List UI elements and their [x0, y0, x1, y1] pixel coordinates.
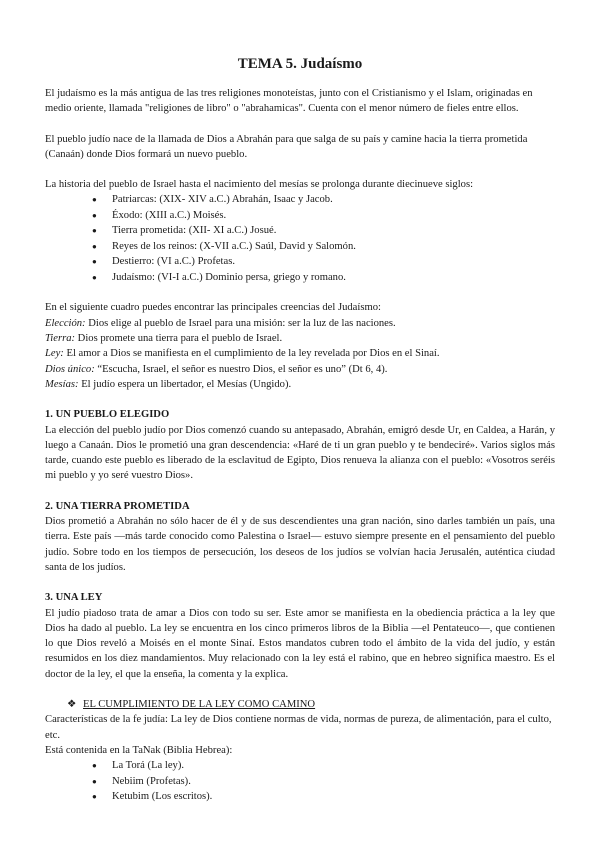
section-body-ley: El judío piadoso trata de amar a Dios con todo su ser. Este amor se manifiesta en la obediencia práctica a la ley que Dios ha dado al pueblo. La ley se encuentra en los cinco primeros libros de la Biblia —el Pentateuco—, que contienen lo que Dios reveló a Moisés en el monte Sinaí. Estos mandatos cubren todo el ámbito de la vida del judío, y están resumidos en los diez mandamientos. Muy relacionado con la ley está el rabino, que en hebreo significa maestro. Es el doctor de la ley, el que la enseña, la comenta y la explica. — [45, 607, 555, 680]
tanak-intro: Está contenida en la TaNak (Biblia Hebrea): — [45, 744, 233, 756]
belief-dios-unico — [45, 362, 555, 377]
section-body-pueblo-elegido: La elección del pueblo judío por Dios comenzó cuando su antepasado, Abrahán, emigró desde Ur, en Caldea, a Harán, y luego a Canaán. Dios le prometió una gran descendencia: «Haré de ti un gran pueblo y te bendeciré». Varios siglos más tarde, cuando este pueblo es liberado de la esclavitud de Egipto, Dios renueva la alianza con el pueblo: «Vosotros seréis mi pueblo y yo seré vuestro Dios». — [45, 424, 555, 482]
belief-ley — [45, 346, 555, 361]
belief-text: Dios promete una tierra para el pueblo de Israel. — [75, 333, 283, 345]
list-item: ● Destierro: (VI a.C.) Profetas. — [92, 254, 555, 270]
list-item: ● Reyes de los reinos: (X-VII a.C.) Saúl, David y Salomón. — [92, 239, 555, 255]
belief-eleccion — [45, 316, 555, 331]
belief-text: “Escucha, Israel, el señor es nuestro Dios, el señor es uno” (Dt 6, 4). — [94, 363, 388, 375]
belief-term: Dios único: — [45, 363, 95, 375]
belief-mesias — [45, 377, 555, 392]
section-body-tierra-prometida: Dios prometió a Abrahán no sólo hacer de él y de sus descendientes una gran nación, sino darles también un país, una tierra. Este país —más tarde conocido como Palestina o Israel— estuvo siempre presente en el pensamiento del pueblo judío. Sobre todo en los tiempos de persecución, los deseos de los judíos se volvían hacia Jerusalén, auténtica ciudad santa de los judíos. — [45, 516, 555, 573]
subsection-heading-text: EL CUMPLIMIENTO DE LA LEY COMO CAMINO — [83, 699, 316, 711]
intro-paragraph-1: El judaísmo es la más antigua de las tres religiones monoteístas, junto con el Cristianismo y el Islam, originadas en medio oriente, llamada "religiones de libro" o "abrahamicas". Cuenta con el menor número de fieles entre ellos. — [45, 88, 533, 115]
section-heading-pueblo-elegido: 1. UN PUEBLO ELEGIDO — [45, 409, 170, 421]
belief-text: El judío espera un libertador, el Mesías (Ungido). — [78, 378, 292, 390]
belief-term: Ley: — [45, 348, 64, 360]
subsection-heading — [45, 697, 555, 712]
intro-paragraph-3: La historia del pueblo de Israel hasta el nacimiento del mesías se prolonga durante diecinueve siglos: — [45, 179, 474, 191]
list-item: ● Patriarcas: (XIX- XIV a.C.) Abrahán, Isaac y Jacob. — [92, 192, 555, 208]
list-item: ● Ketubim (Los escritos). — [92, 789, 555, 805]
section-heading-ley: 3. UNA LEY — [45, 592, 103, 604]
belief-term: Tierra: — [45, 333, 76, 345]
belief-term: Elección: — [45, 317, 86, 329]
intro-paragraph-2: El pueblo judío nace de la llamada de Dios a Abrahán para que salga de su país y camine hacia la tierra prometida (Canaán) donde Dios formará un nuevo pueblo. — [45, 133, 528, 160]
section-heading-tierra-prometida: 2. UNA TIERRA PROMETIDA — [45, 500, 190, 512]
list-item: ● Nebiim (Profetas). — [92, 774, 555, 790]
belief-text: Dios elige al pueblo de Israel para una misión: ser la luz de las naciones. — [85, 317, 396, 329]
list-item: ● La Torá (La ley). — [92, 758, 555, 774]
list-item: ● Judaísmo: (VI-I a.C.) Dominio persa, griego y romano. — [92, 270, 555, 286]
belief-tierra — [45, 331, 555, 346]
tanak-list — [45, 758, 555, 805]
page-title: TEMA 5. Judaísmo — [237, 56, 363, 72]
list-item: ● Éxodo: (XIII a.C.) Moisés. — [92, 208, 555, 224]
list-item: ● Tierra prometida: (XII- XI a.C.) Josué. — [92, 223, 555, 239]
beliefs-intro: En el siguiente cuadro puedes encontrar las principales creencias del Judaísmo: — [45, 302, 381, 314]
belief-term: Mesías: — [45, 378, 79, 390]
belief-text: El amor a Dios se manifiesta en el cumplimiento de la ley revelada por Dios en el Sinaí. — [63, 348, 440, 360]
subsection-body: Características de la fe judía: La ley de Dios contiene normas de vida, normas de pureza, de alimentación, para el culto, etc. — [45, 714, 552, 741]
history-list — [45, 192, 555, 285]
diamond-bullet-icon: ❖ — [67, 699, 77, 711]
